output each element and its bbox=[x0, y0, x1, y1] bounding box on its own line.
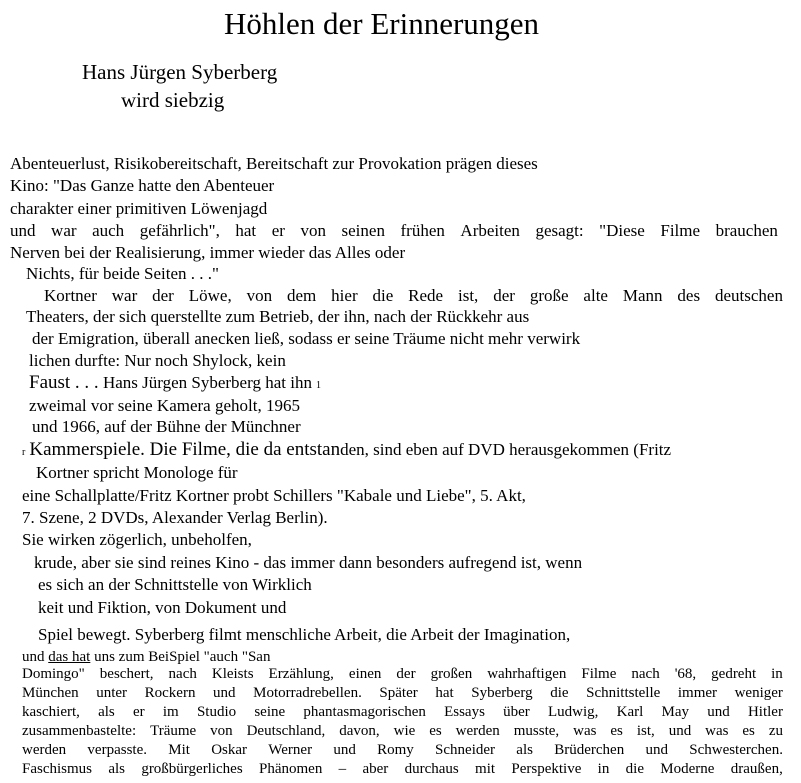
word: hat bbox=[435, 685, 454, 701]
word: als bbox=[98, 704, 115, 720]
word: Mit bbox=[168, 742, 190, 758]
text-line bbox=[22, 724, 783, 739]
word: von bbox=[300, 221, 326, 240]
word: musste, bbox=[513, 723, 560, 739]
text-line: charakter einer primitiven Löwenjagd bbox=[10, 199, 268, 218]
word: Träume bbox=[150, 723, 197, 739]
word: nach bbox=[631, 666, 660, 682]
word: wie bbox=[393, 723, 416, 739]
word: und bbox=[10, 221, 36, 240]
text-line: Nichts, für beide Seiten . . ." bbox=[26, 264, 219, 283]
word: es bbox=[429, 723, 442, 739]
word: Werner bbox=[268, 742, 313, 758]
word: Ludwig, bbox=[548, 704, 599, 720]
word: es bbox=[610, 723, 623, 739]
text-line: der Emigration, überall anecken ließ, sodass er seine Träume nicht mehr verwirk bbox=[32, 329, 581, 348]
text-line bbox=[29, 373, 321, 392]
text-line: Theaters, der sich querstellte zum Betrieb, der ihn, nach der Rückkehr aus bbox=[26, 307, 530, 326]
word: in bbox=[597, 761, 610, 777]
word: Filme bbox=[660, 221, 701, 240]
word: werden bbox=[455, 723, 500, 739]
word: beschert, bbox=[99, 666, 154, 682]
text-line: keit und Fiktion, von Dokument und bbox=[38, 598, 287, 617]
word: der bbox=[396, 666, 416, 682]
word: frühen bbox=[400, 221, 445, 240]
word: und bbox=[707, 704, 730, 720]
word: Mann bbox=[622, 286, 663, 305]
text-line: eine Schallplatte/Fritz Kortner probt Schillers "Kabale und Liebe", 5. Akt, bbox=[22, 486, 526, 505]
word: unter bbox=[96, 685, 128, 701]
word: dem bbox=[287, 286, 317, 305]
word: und bbox=[645, 742, 668, 758]
stray-glyph: r bbox=[22, 447, 26, 458]
word: große bbox=[529, 286, 569, 305]
text-line bbox=[22, 743, 783, 758]
text-line: zweimal vor seine Kamera geholt, 1965 bbox=[29, 396, 300, 415]
word: München bbox=[22, 685, 79, 701]
text-line bbox=[44, 287, 783, 304]
word: er bbox=[133, 704, 145, 720]
text-line bbox=[22, 762, 783, 777]
text-line: es sich an der Schnittstelle von Wirklich bbox=[38, 575, 312, 594]
word: werden bbox=[22, 742, 67, 758]
underlined-text: das hat bbox=[48, 649, 91, 665]
article-title: Höhlen der Erinnerungen bbox=[224, 6, 540, 41]
word: seine bbox=[254, 704, 286, 720]
word: Rockern bbox=[144, 685, 196, 701]
word: hat bbox=[235, 221, 257, 240]
word: als bbox=[108, 761, 125, 777]
text-line: krude, aber sie sind reines Kino - das immer dann besonders aufregend ist, wenn bbox=[34, 553, 583, 572]
word: aber bbox=[362, 761, 389, 777]
word: was bbox=[705, 723, 729, 739]
word: gesagt: bbox=[535, 221, 584, 240]
word: immer bbox=[677, 685, 718, 701]
word: Faschismus bbox=[22, 761, 93, 777]
word: Oskar bbox=[211, 742, 248, 758]
word: mit bbox=[475, 761, 496, 777]
word: in bbox=[771, 666, 783, 682]
word: der bbox=[152, 286, 174, 305]
word: draußen, bbox=[730, 761, 783, 777]
text-fragment: Faust . . . bbox=[29, 372, 99, 393]
word: Kleists bbox=[211, 666, 254, 682]
text-fragment: und bbox=[22, 649, 49, 665]
word: Perspektive bbox=[511, 761, 582, 777]
word: Phänomen bbox=[259, 761, 323, 777]
word: seinen bbox=[341, 221, 385, 240]
word: Rede bbox=[408, 286, 444, 305]
word: Domingo" bbox=[22, 666, 85, 682]
word: und bbox=[213, 685, 236, 701]
text-line: lichen durfte: Nur noch Shylock, kein bbox=[29, 351, 286, 370]
word: Später bbox=[379, 685, 418, 701]
word: und bbox=[668, 723, 692, 739]
word: die bbox=[372, 286, 394, 305]
article-subtitle: Hans Jürgen Syberberg bbox=[82, 60, 278, 84]
word: nach bbox=[168, 666, 197, 682]
word: Hitler bbox=[747, 704, 783, 720]
word: Studio bbox=[196, 704, 237, 720]
text-fragment: Hans Jürgen Syberberg hat ihn bbox=[98, 373, 312, 392]
text-line: Kortner spricht Monologe für bbox=[36, 463, 238, 482]
word: des bbox=[677, 286, 701, 305]
text-fragment: den, sind eben auf DVD herausgekommen (Fritz bbox=[340, 440, 672, 459]
word: May bbox=[661, 704, 690, 720]
word: Brüderchen bbox=[554, 742, 625, 758]
word: zu bbox=[768, 723, 783, 739]
text-line: 7. Szene, 2 DVDs, Alexander Verlag Berlin). bbox=[22, 508, 328, 527]
word: brauchen bbox=[715, 221, 778, 240]
text-line: und 1966, auf der Bühne der Münchner bbox=[32, 417, 301, 436]
word: über bbox=[503, 704, 530, 720]
word: Arbeiten bbox=[460, 221, 520, 240]
word: großbürgerliches bbox=[141, 761, 243, 777]
word: '68, bbox=[674, 666, 697, 682]
word: der bbox=[493, 286, 515, 305]
text-line: Nerven bei der Realisierung, immer wieder das Alles oder bbox=[10, 243, 406, 262]
text-fragment: Kammerspiele. Die Filme, die da entstan bbox=[29, 439, 341, 460]
word: Kortner bbox=[44, 286, 97, 305]
word: gefährlich", bbox=[139, 221, 220, 240]
word: Essays bbox=[444, 704, 485, 720]
text-line: Spiel bewegt. Syberberg filmt menschliche Arbeit, die Arbeit der Imagination, bbox=[38, 625, 571, 644]
word: zusammenbastelte: bbox=[22, 723, 137, 739]
word: von bbox=[246, 286, 273, 305]
word: es bbox=[742, 723, 755, 739]
word: hier bbox=[331, 286, 358, 305]
text-line: Abenteuerlust, Risikobereitschaft, Bereitschaft zur Provokation prägen dieses bbox=[10, 154, 538, 173]
word: Motorradrebellen. bbox=[253, 685, 362, 701]
text-line bbox=[22, 705, 783, 720]
word: davon, bbox=[339, 723, 380, 739]
word: er bbox=[271, 221, 285, 240]
word: und bbox=[333, 742, 356, 758]
word: auch bbox=[92, 221, 125, 240]
word: die bbox=[550, 685, 569, 701]
word: Filme bbox=[581, 666, 617, 682]
stray-glyph: 1 bbox=[315, 380, 321, 391]
word: als bbox=[516, 742, 533, 758]
word: Schwesterchen. bbox=[689, 742, 783, 758]
word: – bbox=[338, 761, 347, 777]
word: war bbox=[111, 286, 138, 305]
word: deutschen bbox=[714, 286, 783, 305]
text-fragment: uns zum BeiSpiel "auch "San bbox=[90, 649, 271, 665]
word: alte bbox=[583, 286, 608, 305]
word: Löwe, bbox=[188, 286, 232, 305]
word: durchaus bbox=[404, 761, 459, 777]
word: Schneider bbox=[435, 742, 496, 758]
text-line bbox=[22, 667, 783, 682]
word: was bbox=[573, 723, 597, 739]
word: Erzählung, bbox=[268, 666, 334, 682]
word: im bbox=[162, 704, 179, 720]
text-line: Kino: "Das Ganze hatte den Abenteuer bbox=[10, 176, 275, 195]
word: ist, bbox=[636, 723, 655, 739]
word: Karl bbox=[616, 704, 644, 720]
word: kaschiert, bbox=[22, 704, 80, 720]
text-line: Sie wirken zögerlich, unbeholfen, bbox=[22, 530, 252, 549]
text-line bbox=[22, 686, 783, 701]
word: Syberberg bbox=[471, 685, 533, 701]
word: ist, bbox=[458, 286, 479, 305]
word: einen bbox=[348, 666, 382, 682]
word: die bbox=[625, 761, 644, 777]
word: verpasste. bbox=[87, 742, 147, 758]
word: großen bbox=[430, 666, 473, 682]
word: phantasmagorischen bbox=[303, 704, 426, 720]
text-line bbox=[22, 440, 671, 459]
word: wahrhaftigen bbox=[487, 666, 567, 682]
word: von bbox=[210, 723, 233, 739]
word: war bbox=[51, 221, 77, 240]
word: Romy bbox=[377, 742, 414, 758]
word: Moderne bbox=[660, 761, 715, 777]
word: Deutschland, bbox=[246, 723, 326, 739]
article-subtitle: wird siebzig bbox=[121, 88, 225, 112]
word: gedreht bbox=[711, 666, 757, 682]
text-line bbox=[10, 222, 778, 239]
word: weniger bbox=[734, 685, 783, 701]
word: Schnittstelle bbox=[586, 685, 661, 701]
text-line bbox=[22, 650, 270, 665]
word: "Diese bbox=[599, 221, 645, 240]
